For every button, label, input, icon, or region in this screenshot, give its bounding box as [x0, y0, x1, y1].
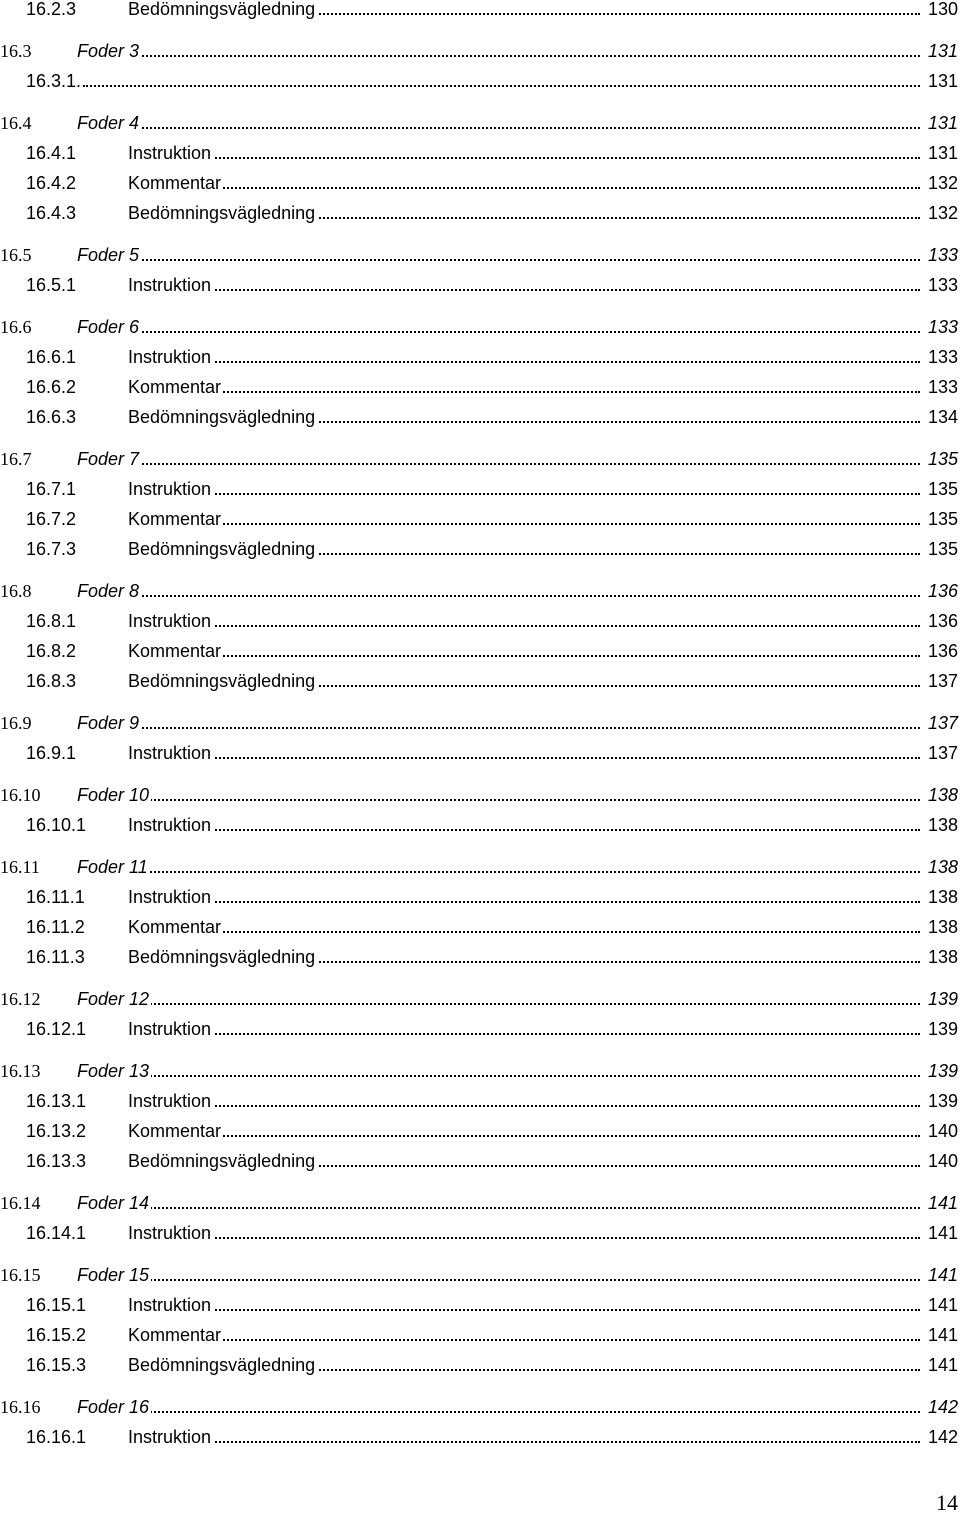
toc-entry[interactable] — [0, 314, 960, 340]
toc-entry-number: 16.6.2 — [26, 377, 77, 397]
toc-entry-page: 137 — [926, 668, 958, 694]
toc-entry-title: Foder 9 — [77, 710, 141, 736]
toc-entry[interactable] — [0, 1118, 960, 1144]
toc-entry[interactable] — [0, 1262, 960, 1288]
toc-entry-number: 16.13.1 — [26, 1091, 87, 1111]
toc-entry-page: 138 — [926, 884, 958, 910]
toc-entry-page: 140 — [926, 1118, 958, 1144]
toc-entry-page: 132 — [926, 170, 958, 196]
toc-entry-title: Instruktion — [128, 740, 213, 766]
toc-entry[interactable] — [0, 914, 960, 940]
page-number: 14 — [936, 1490, 958, 1515]
toc-dot-leader — [140, 655, 920, 657]
toc-entry-page: 133 — [926, 314, 958, 340]
toc-entry[interactable] — [0, 200, 960, 226]
toc-dot-leader — [90, 595, 920, 597]
toc-entry-page: 135 — [926, 506, 958, 532]
toc-entry[interactable] — [0, 1424, 960, 1450]
toc-dot-leader — [140, 391, 920, 393]
toc-entry-page: 141 — [926, 1292, 958, 1318]
toc-entry-page: 135 — [926, 446, 958, 472]
toc-dot-leader — [140, 361, 920, 363]
toc-entry[interactable] — [0, 710, 960, 736]
toc-entry-page: 138 — [926, 782, 958, 808]
toc-entry-title: Bedömningsvägledning — [128, 1148, 317, 1174]
toc-dot-leader — [140, 625, 920, 627]
toc-dot-leader — [140, 157, 920, 159]
toc-entry[interactable] — [0, 608, 960, 634]
toc-dot-leader — [90, 259, 920, 261]
toc-entry-title: Foder 16 — [77, 1394, 151, 1420]
toc-entry[interactable] — [0, 110, 960, 136]
toc-entry-number: 16.4.2 — [26, 173, 77, 193]
toc-entry-title: Kommentar — [128, 374, 223, 400]
toc-entry-number: 16.4.1 — [26, 143, 77, 163]
toc-entry-number: 16.9.1 — [26, 743, 77, 763]
toc-dot-leader — [140, 1339, 920, 1341]
toc-entry[interactable] — [0, 668, 960, 694]
toc-entry[interactable] — [0, 272, 960, 298]
toc-entry-page: 131 — [926, 68, 958, 94]
toc-entry-title: Kommentar — [128, 506, 223, 532]
toc-entry-title: Instruktion — [128, 812, 213, 838]
toc-entry[interactable] — [0, 170, 960, 196]
toc-entry-number: 16.11 — [0, 857, 40, 877]
toc-entry[interactable] — [0, 374, 960, 400]
toc-entry-title: Instruktion — [128, 1016, 213, 1042]
toc-entry-title: Instruktion — [128, 1088, 213, 1114]
toc-entry-number: 16.10.1 — [26, 815, 87, 835]
toc-dot-leader — [90, 871, 920, 873]
toc-entry[interactable] — [0, 986, 960, 1012]
toc-entry-title: Instruktion — [128, 476, 213, 502]
toc-dot-leader — [140, 901, 920, 903]
toc-entry-number: 16.5 — [0, 245, 32, 265]
toc-entry-title: Foder 3 — [77, 38, 141, 64]
toc-entry-page: 133 — [926, 242, 958, 268]
toc-entry-title: Kommentar — [128, 170, 223, 196]
toc-entry-number: 16.8 — [0, 581, 32, 601]
toc-entry-number: 16.16.1 — [26, 1427, 87, 1447]
toc-entry-page: 136 — [926, 608, 958, 634]
toc-entry[interactable] — [0, 740, 960, 766]
toc-entry[interactable] — [0, 38, 960, 64]
toc-entry-title: Kommentar — [128, 914, 223, 940]
toc-entry-number: 16.13 — [0, 1061, 41, 1081]
toc-entry[interactable] — [0, 506, 960, 532]
toc-entry-title: Foder 14 — [77, 1190, 151, 1216]
toc-entry[interactable] — [0, 854, 960, 880]
toc-entry-page: 142 — [926, 1424, 958, 1450]
toc-entry-title: Instruktion — [128, 608, 213, 634]
toc-entry-page: 141 — [926, 1262, 958, 1288]
toc-entry-number: 16.15 — [0, 1265, 41, 1285]
toc-entry-page: 138 — [926, 944, 958, 970]
toc-entry-title: Bedömningsvägledning — [128, 0, 317, 22]
toc-entry-title: Bedömningsvägledning — [128, 404, 317, 430]
toc-entry[interactable] — [0, 578, 960, 604]
toc-entry-title: Instruktion — [128, 344, 213, 370]
toc-entry[interactable] — [0, 1190, 960, 1216]
toc-entry[interactable] — [0, 536, 960, 562]
toc-entry-number: 16.14 — [0, 1193, 41, 1213]
toc-entry[interactable] — [0, 1148, 960, 1174]
toc-entry-title: Instruktion — [128, 1220, 213, 1246]
toc-entry-number: 16.13.2 — [26, 1121, 87, 1141]
toc-entry-number: 16.15.1 — [26, 1295, 87, 1315]
toc-entry-title: Kommentar — [128, 638, 223, 664]
toc-entry-page: 136 — [926, 578, 958, 604]
toc-entry[interactable] — [0, 1016, 960, 1042]
toc-dot-leader — [90, 463, 920, 465]
toc-dot-leader — [140, 931, 920, 933]
toc-dot-leader — [140, 1441, 920, 1443]
toc-entry-number: 16.11.1 — [26, 887, 85, 907]
toc-entry-number: 16.6 — [0, 317, 32, 337]
toc-entry-number: 16.4.3 — [26, 203, 77, 223]
toc-entry-number: 16.15.2 — [26, 1325, 87, 1345]
toc-entry-title: Foder 12 — [77, 986, 151, 1012]
toc-entry-page: 133 — [926, 272, 958, 298]
toc-entry-number: 16.12 — [0, 989, 41, 1009]
toc-entry-title: Foder 10 — [77, 782, 151, 808]
toc-entry-page: 141 — [926, 1322, 958, 1348]
toc-entry[interactable] — [0, 1058, 960, 1084]
toc-entry-number: 16.13.3 — [26, 1151, 87, 1171]
toc-dot-leader — [90, 1411, 920, 1413]
toc-entry-page: 131 — [926, 38, 958, 64]
toc-entry[interactable] — [0, 812, 960, 838]
toc-entry-title: Instruktion — [128, 272, 213, 298]
toc-entry-page: 142 — [926, 1394, 958, 1420]
toc-entry-number: 16.15.3 — [26, 1355, 87, 1375]
toc-entry[interactable] — [0, 1322, 960, 1348]
toc-entry-number: 16.3.1. — [26, 71, 82, 91]
toc-dot-leader — [90, 1075, 920, 1077]
toc-entry-page: 135 — [926, 536, 958, 562]
toc-entry-number: 16.14.1 — [26, 1223, 87, 1243]
toc-entry-title: Instruktion — [128, 1424, 213, 1450]
toc-dot-leader — [140, 187, 920, 189]
toc-entry-page: 135 — [926, 476, 958, 502]
toc-entry-number: 16.3 — [0, 41, 32, 61]
toc-entry-page: 141 — [926, 1352, 958, 1378]
toc-dot-leader — [90, 127, 920, 129]
toc-entry-number: 16.2.3 — [26, 0, 77, 19]
toc-entry-number: 16.16 — [0, 1397, 41, 1417]
toc-entry-title: Foder 8 — [77, 578, 141, 604]
toc-entry-title: Instruktion — [128, 1292, 213, 1318]
toc-entry-number: 16.12.1 — [26, 1019, 87, 1039]
toc-entry-title: Foder 11 — [77, 854, 150, 880]
toc-entry-number: 16.7.2 — [26, 509, 77, 529]
toc-entry-title: Instruktion — [128, 140, 213, 166]
toc-entry[interactable] — [0, 1352, 960, 1378]
toc-dot-leader — [90, 1003, 920, 1005]
toc-entry-page: 140 — [926, 1148, 958, 1174]
toc-entry-title: Bedömningsvägledning — [128, 944, 317, 970]
toc-entry-title: Foder 6 — [77, 314, 141, 340]
toc-entry-title: Kommentar — [128, 1322, 223, 1348]
toc-entry-title: Kommentar — [128, 1118, 223, 1144]
toc-entry-page: 141 — [926, 1190, 958, 1216]
toc-entry[interactable] — [0, 944, 960, 970]
toc-entry-number: 16.9 — [0, 713, 32, 733]
toc-entry[interactable] — [0, 68, 960, 94]
toc-dot-leader — [90, 1207, 920, 1209]
toc-dot-leader — [140, 1135, 920, 1137]
toc-entry-number: 16.10 — [0, 785, 41, 805]
toc-entry-title: Instruktion — [128, 884, 213, 910]
toc-dot-leader — [90, 331, 920, 333]
toc-entry[interactable] — [0, 140, 960, 166]
toc-entry-title: Bedömningsvägledning — [128, 1352, 317, 1378]
toc-dot-leader — [90, 1279, 920, 1281]
toc-entry[interactable] — [0, 638, 960, 664]
toc-entry[interactable] — [0, 884, 960, 910]
toc-entry[interactable] — [0, 404, 960, 430]
toc-entry-page: 138 — [926, 854, 958, 880]
toc-entry-page: 139 — [926, 1016, 958, 1042]
toc-entry-page: 138 — [926, 914, 958, 940]
toc-entry-page: 139 — [926, 986, 958, 1012]
toc-entry[interactable] — [0, 1088, 960, 1114]
toc-entry-title: Bedömningsvägledning — [128, 200, 317, 226]
toc-dot-leader — [140, 1309, 920, 1311]
toc-entry-page: 138 — [926, 812, 958, 838]
toc-entry-title: Bedömningsvägledning — [128, 668, 317, 694]
toc-entry-number: 16.6.3 — [26, 407, 77, 427]
toc-dot-leader — [90, 727, 920, 729]
toc-entry-page: 141 — [926, 1220, 958, 1246]
toc-dot-leader — [140, 757, 920, 759]
toc-entry-number: 16.8.2 — [26, 641, 77, 661]
toc-entry-page: 133 — [926, 374, 958, 400]
toc-entry[interactable] — [0, 344, 960, 370]
toc-entry-number: 16.11.3 — [26, 947, 85, 967]
toc-dot-leader — [140, 493, 920, 495]
toc-entry[interactable] — [0, 1292, 960, 1318]
toc-dot-leader — [140, 1105, 920, 1107]
toc-entry-page: 133 — [926, 344, 958, 370]
toc-dot-leader — [140, 829, 920, 831]
toc-entry-number: 16.4 — [0, 113, 32, 133]
toc-entry-number: 16.7 — [0, 449, 32, 469]
toc-entry-page: 136 — [926, 638, 958, 664]
toc-entry-page: 131 — [926, 110, 958, 136]
toc-entry-number: 16.7.3 — [26, 539, 77, 559]
toc-dot-leader — [140, 523, 920, 525]
toc-entry-title: Foder 4 — [77, 110, 141, 136]
toc-dot-leader — [90, 799, 920, 801]
toc-entry-number: 16.7.1 — [26, 479, 77, 499]
toc-dot-leader — [140, 1237, 920, 1239]
toc-entry-number: 16.8.1 — [26, 611, 77, 631]
toc-entry-number: 16.5.1 — [26, 275, 77, 295]
toc-entry-title: Foder 15 — [77, 1262, 151, 1288]
toc-entry-page: 132 — [926, 200, 958, 226]
toc-entry[interactable] — [0, 242, 960, 268]
toc-entry-title: Foder 7 — [77, 446, 141, 472]
toc-dot-leader — [140, 1033, 920, 1035]
toc-entry-page: 139 — [926, 1088, 958, 1114]
toc-entry-title: Bedömningsvägledning — [128, 536, 317, 562]
toc-entry[interactable] — [0, 446, 960, 472]
toc-entry[interactable] — [0, 0, 960, 22]
toc-entry-page: 134 — [926, 404, 958, 430]
toc-entry-number: 16.11.2 — [26, 917, 85, 937]
toc-dot-leader — [140, 289, 920, 291]
toc-dot-leader — [83, 85, 920, 87]
toc-entry[interactable] — [0, 1220, 960, 1246]
toc-entry[interactable] — [0, 1394, 960, 1420]
toc-entry-number: 16.6.1 — [26, 347, 77, 367]
toc-entry[interactable] — [0, 476, 960, 502]
toc-entry-page: 139 — [926, 1058, 958, 1084]
toc-entry-title: Foder 13 — [77, 1058, 151, 1084]
toc-entry-page: 131 — [926, 140, 958, 166]
toc-entry[interactable] — [0, 782, 960, 808]
toc-entry-page: 130 — [926, 0, 958, 22]
toc-entry-page: 137 — [926, 740, 958, 766]
toc-entry-page: 137 — [926, 710, 958, 736]
toc-dot-leader — [90, 55, 920, 57]
toc-entry-title: Foder 5 — [77, 242, 141, 268]
toc-entry-number: 16.8.3 — [26, 671, 77, 691]
